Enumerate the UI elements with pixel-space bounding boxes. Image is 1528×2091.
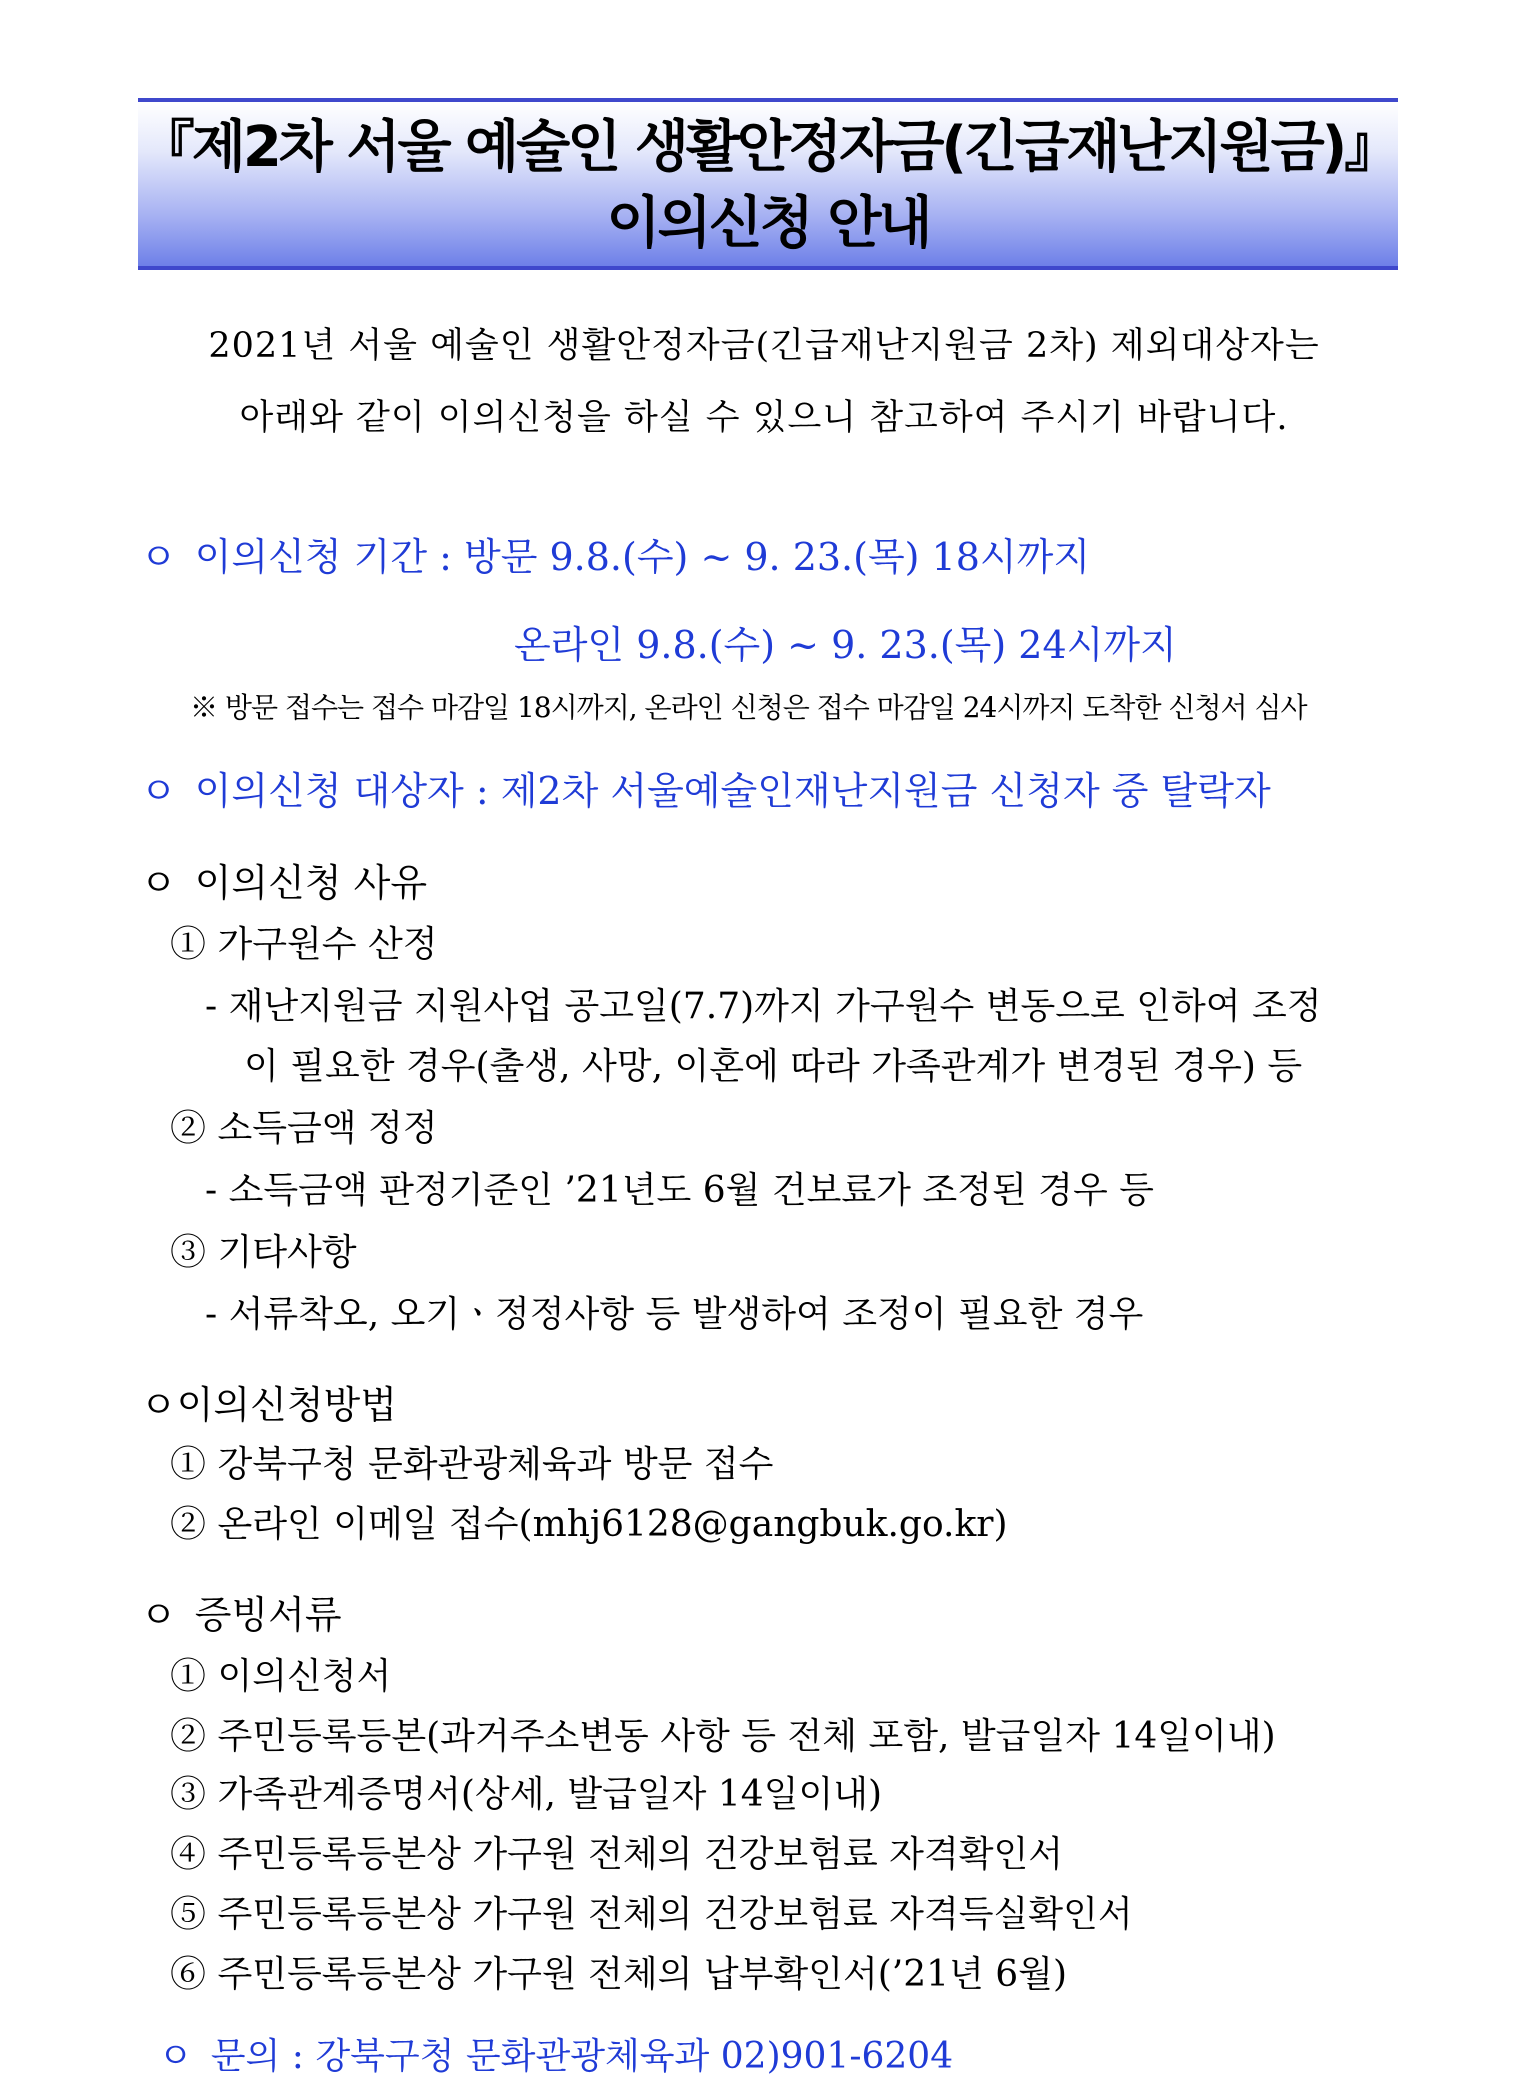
bullet-icon: ㅇ [158,2036,193,2077]
contact-text: 문의 : 강북구청 문화관광체육과 02)901-6204 [210,2036,954,2077]
bullet-icon: ㅇ [140,1593,177,1637]
page-title: 『제2차 서울 예술인 생활안정자금(긴급재난지원금)』 [138,115,1398,180]
contact-line [158,2028,953,2079]
document-item: ④ 주민등록등본상 가구원 전체의 건강보험료 자격확인서 [170,1834,1064,1875]
bullet-icon: ㅇ [140,861,177,905]
reasons-section [140,852,427,907]
document-item: ① 이의신청서 [170,1656,392,1697]
intro-line-1: 2021년 서울 예술인 생활안정자금(긴급재난지원금 2차) 제외대상자는 [208,326,1320,366]
reason-item-2: ② 소득금액 정정 [170,1108,438,1149]
period-online: 온라인 9.8.(수) ~ 9. 23.(목) 24시까지 [514,623,1177,667]
reason-item-1-desc-1: - 재난지원금 지원사업 공고일(7.7)까지 가구원수 변동으로 인하여 조정 [205,986,1322,1027]
bullet-icon: ㅇ [140,1383,177,1427]
reasons-heading: 이의신청 사유 [194,861,428,905]
method-item-1: ① 강북구청 문화관광체육과 방문 접수 [170,1444,774,1485]
bullet-icon: ㅇ [140,769,177,813]
target-section [140,760,1271,815]
reason-item-3: ③ 기타사항 [170,1232,357,1273]
reason-item-1-desc-2: 이 필요한 경우(출생, 사망, 이혼에 따라 가족관계가 변경된 경우) 등 [244,1046,1303,1087]
period-section [140,526,1090,581]
target-text: 이의신청 대상자 : 제2차 서울예술인재난지원금 신청자 중 탈락자 [194,769,1271,813]
method-heading: 이의신청방법 [176,1383,397,1427]
bullet-icon: ㅇ [140,535,177,579]
document-item: ⑤ 주민등록등본상 가구원 전체의 건강보험료 자격득실확인서 [170,1894,1133,1935]
intro-line-2: 아래와 같이 이의신청을 하실 수 있으니 참고하여 주시기 바랍니다. [239,398,1289,438]
document-item: ⑥ 주민등록등본상 가구원 전체의 납부확인서(’21년 6월) [170,1954,1067,1995]
method-section [140,1374,397,1429]
page-subtitle: 이의신청 안내 [606,191,930,256]
reason-item-2-desc: - 소득금액 판정기준인 ’21년도 6월 건보료가 조정된 경우 등 [205,1170,1154,1211]
period-text: 이의신청 기간 : 방문 9.8.(수) ~ 9. 23.(목) 18시까지 [194,535,1091,579]
reason-item-1: ① 가구원수 산정 [170,924,438,965]
document-item: ③ 가족관계증명서(상세, 발급일자 14일이내) [170,1774,883,1815]
document-item: ② 주민등록등본(과거주소변동 사항 등 전체 포함, 발급일자 14일이내) [170,1716,1276,1757]
reason-item-3-desc: - 서류착오, 오기ㆍ정정사항 등 발생하여 조정이 필요한 경우 [205,1294,1144,1335]
documents-heading: 증빙서류 [194,1593,342,1637]
method-item-2: ② 온라인 이메일 접수(mhj6128@gangbuk.go.kr) [170,1504,1008,1545]
period-note: ※ 방문 접수는 접수 마감일 18시까지, 온라인 신청은 접수 마감일 24시까지 도착한 신청서 심사 [190,691,1307,724]
documents-section [140,1584,342,1639]
title-banner [138,98,1398,270]
